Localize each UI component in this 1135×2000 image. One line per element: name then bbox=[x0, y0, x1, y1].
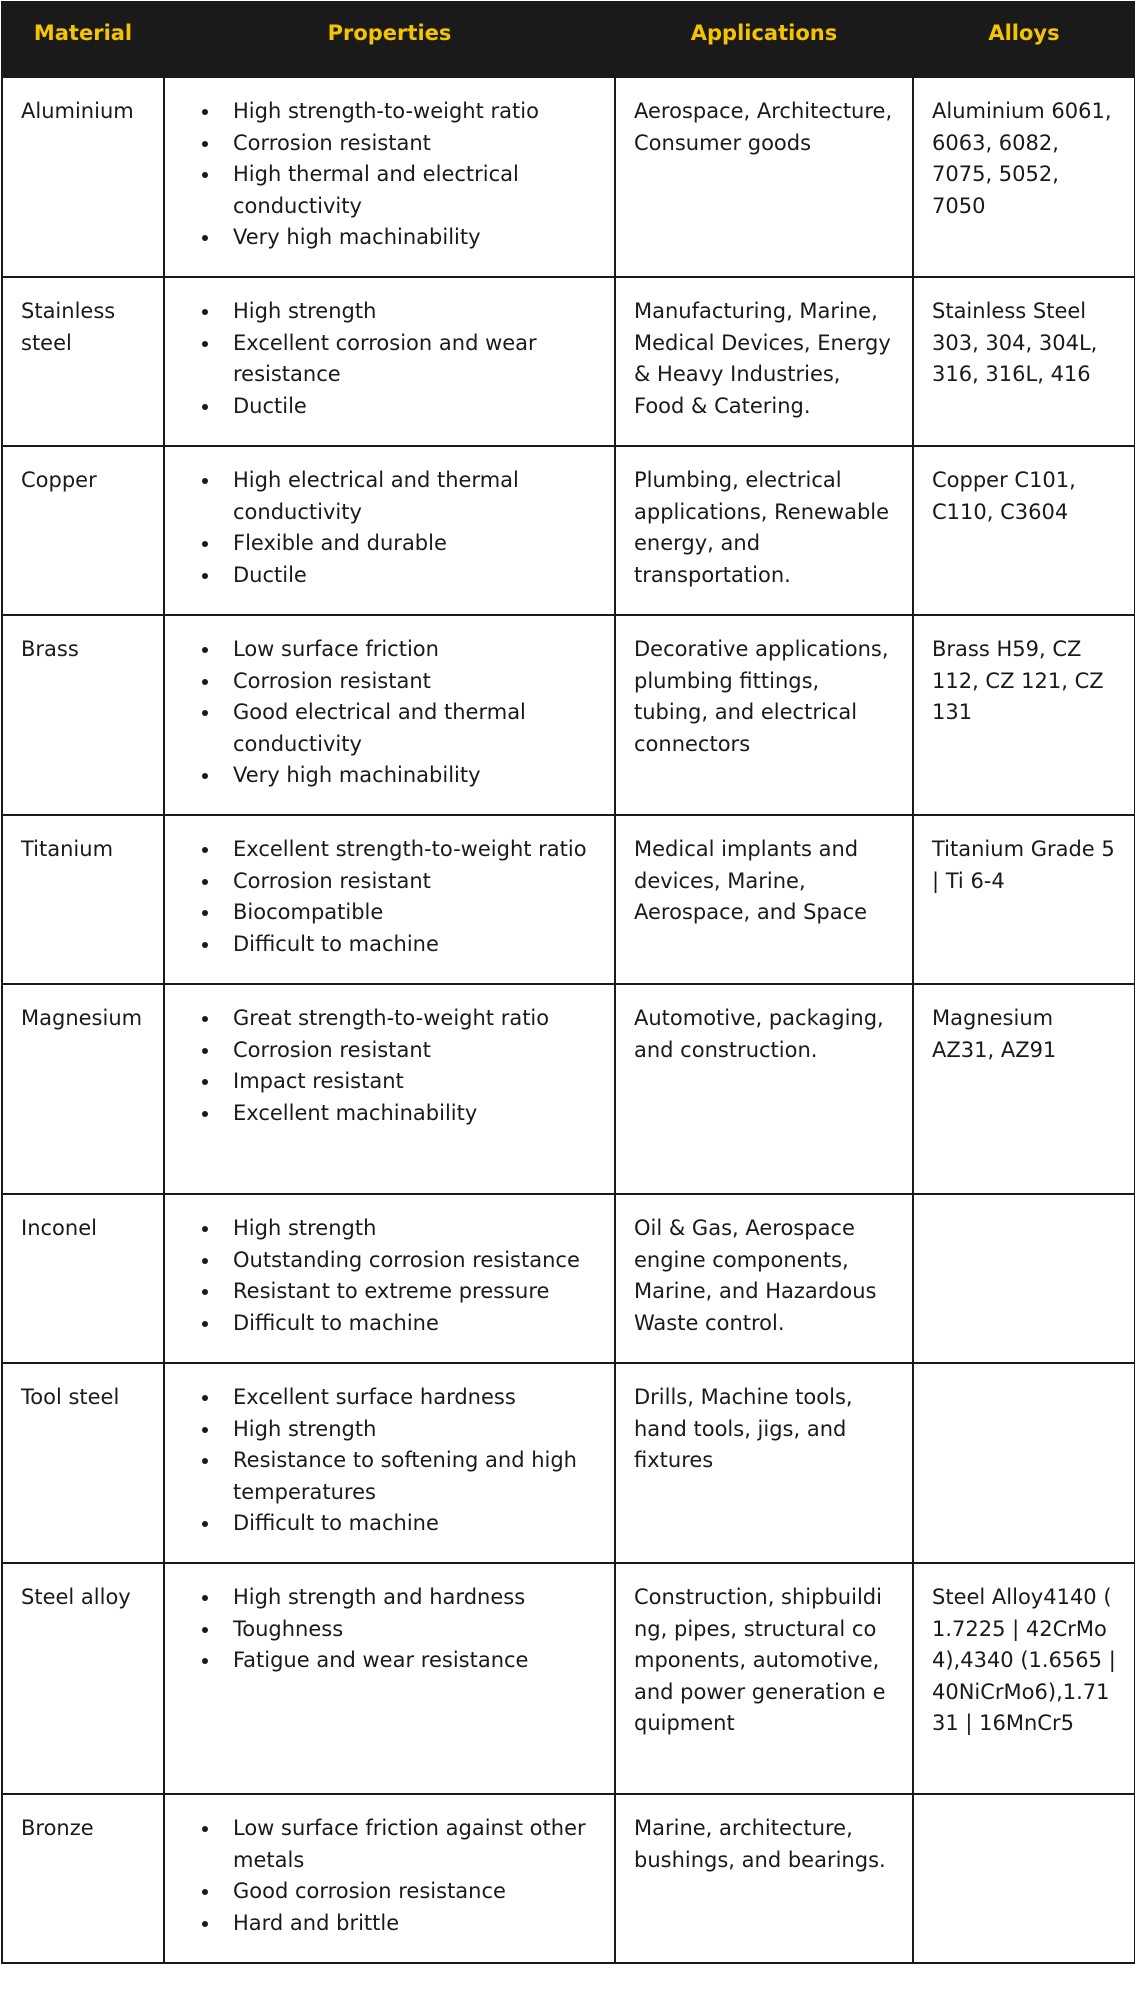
properties-cell bbox=[164, 1363, 615, 1563]
applications-cell: Drills, Machine tools, hand tools, jigs, and fixtures bbox=[615, 1363, 913, 1563]
properties-list bbox=[185, 1813, 596, 1939]
alloys-cell: Brass H59, CZ 112, CZ 121, CZ 131 bbox=[913, 615, 1135, 815]
property-item: • Excellent surface hardness bbox=[221, 1382, 596, 1414]
material-cell: Steel alloy bbox=[2, 1563, 164, 1794]
table-row bbox=[2, 1563, 1135, 1794]
property-item: • Very high machinability bbox=[221, 222, 596, 254]
property-item: • Impact resistant bbox=[221, 1066, 596, 1098]
properties-list bbox=[185, 1582, 596, 1677]
properties-list bbox=[185, 634, 596, 792]
table-row bbox=[2, 1194, 1135, 1363]
alloys-cell bbox=[913, 1794, 1135, 1963]
header-row bbox=[2, 2, 1135, 77]
property-item: • Difficult to machine bbox=[221, 1508, 596, 1540]
table-row bbox=[2, 1794, 1135, 1963]
properties-list bbox=[185, 1382, 596, 1540]
properties-list bbox=[185, 465, 596, 591]
properties-cell bbox=[164, 1194, 615, 1363]
table-row bbox=[2, 815, 1135, 984]
properties-cell bbox=[164, 984, 615, 1194]
property-item: • Ductile bbox=[221, 391, 596, 423]
property-item: • Outstanding corrosion resistance bbox=[221, 1245, 596, 1277]
property-item: • Biocompatible bbox=[221, 897, 596, 929]
table-row bbox=[2, 615, 1135, 815]
material-cell: Titanium bbox=[2, 815, 164, 984]
material-cell: Inconel bbox=[2, 1194, 164, 1363]
property-item: • Good corrosion resistance bbox=[221, 1876, 596, 1908]
property-item: • Fatigue and wear resistance bbox=[221, 1645, 596, 1677]
properties-cell bbox=[164, 277, 615, 446]
header-properties: Properties bbox=[164, 2, 615, 77]
property-item: • Difficult to machine bbox=[221, 929, 596, 961]
property-item: • High strength bbox=[221, 1414, 596, 1446]
property-item: • Difficult to machine bbox=[221, 1308, 596, 1340]
material-cell: Aluminium bbox=[2, 77, 164, 277]
alloys-cell: Copper C101, C110, C3604 bbox=[913, 446, 1135, 615]
alloys-cell: Steel Alloy4140 ( 1.7225 | 42CrMo4),4340 (1.6565 | 40NiCrMo6),1.7131 | 16MnCr5 bbox=[913, 1563, 1135, 1794]
properties-list bbox=[185, 1003, 596, 1129]
header-material: Material bbox=[2, 2, 164, 77]
property-item: • High thermal and electrical conductivity bbox=[221, 159, 596, 222]
property-item: • Great strength-to-weight ratio bbox=[221, 1003, 596, 1035]
properties-list bbox=[185, 1213, 596, 1339]
property-item: • Hard and brittle bbox=[221, 1908, 596, 1940]
applications-cell: Medical implants and devices, Marine, Aerospace, and Space bbox=[615, 815, 913, 984]
property-item: • Excellent corrosion and wear resistance bbox=[221, 328, 596, 391]
applications-cell: Plumbing, electrical applications, Renewable energy, and transportation. bbox=[615, 446, 913, 615]
alloys-cell: Aluminium 6061, 6063, 6082, 7075, 5052, 7050 bbox=[913, 77, 1135, 277]
property-item: • Corrosion resistant bbox=[221, 1035, 596, 1067]
alloys-cell: Magnesium AZ31, AZ91 bbox=[913, 984, 1135, 1194]
property-item: • Ductile bbox=[221, 560, 596, 592]
table-row bbox=[2, 1363, 1135, 1563]
property-item: • High strength bbox=[221, 296, 596, 328]
material-cell: Tool steel bbox=[2, 1363, 164, 1563]
property-item: • Resistant to extreme pressure bbox=[221, 1276, 596, 1308]
property-item: • High electrical and thermal conductivity bbox=[221, 465, 596, 528]
properties-cell bbox=[164, 1794, 615, 1963]
applications-cell: Manufacturing, Marine, Medical Devices, Energy & Heavy Industries, Food & Catering. bbox=[615, 277, 913, 446]
table-row bbox=[2, 984, 1135, 1194]
properties-list bbox=[185, 834, 596, 960]
property-item: • Low surface friction against other metals bbox=[221, 1813, 596, 1876]
property-item: • High strength and hardness bbox=[221, 1582, 596, 1614]
property-item: • Corrosion resistant bbox=[221, 866, 596, 898]
property-item: • Excellent machinability bbox=[221, 1098, 596, 1130]
material-cell: Stainless steel bbox=[2, 277, 164, 446]
property-item: • Resistance to softening and high temperatures bbox=[221, 1445, 596, 1508]
applications-cell: Marine, architecture, bushings, and bearings. bbox=[615, 1794, 913, 1963]
header-applications: Applications bbox=[615, 2, 913, 77]
materials-table bbox=[1, 1, 1135, 1964]
property-item: • High strength bbox=[221, 1213, 596, 1245]
alloys-cell: Stainless Steel 303, 304, 304L, 316, 316L, 416 bbox=[913, 277, 1135, 446]
alloys-cell bbox=[913, 1363, 1135, 1563]
applications-cell: Automotive, packaging, and construction. bbox=[615, 984, 913, 1194]
material-cell: Brass bbox=[2, 615, 164, 815]
properties-cell bbox=[164, 615, 615, 815]
applications-cell: Construction, shipbuilding, pipes, structural components, automotive, and power generation equipment bbox=[615, 1563, 913, 1794]
applications-cell: Oil & Gas, Aerospace engine components, Marine, and Hazardous Waste control. bbox=[615, 1194, 913, 1363]
alloys-cell: Titanium Grade 5 | Ti 6-4 bbox=[913, 815, 1135, 984]
property-item: • High strength-to-weight ratio bbox=[221, 96, 596, 128]
alloys-cell bbox=[913, 1194, 1135, 1363]
property-item: • Corrosion resistant bbox=[221, 128, 596, 160]
applications-cell: Decorative applications, plumbing fittings, tubing, and electrical connectors bbox=[615, 615, 913, 815]
properties-cell bbox=[164, 815, 615, 984]
property-item: • Flexible and durable bbox=[221, 528, 596, 560]
material-cell: Magnesium bbox=[2, 984, 164, 1194]
material-cell: Bronze bbox=[2, 1794, 164, 1963]
properties-list bbox=[185, 296, 596, 422]
property-item: • Excellent strength-to-weight ratio bbox=[221, 834, 596, 866]
properties-cell bbox=[164, 77, 615, 277]
table-row bbox=[2, 446, 1135, 615]
properties-list bbox=[185, 96, 596, 254]
property-item: • Low surface friction bbox=[221, 634, 596, 666]
material-cell: Copper bbox=[2, 446, 164, 615]
properties-cell bbox=[164, 1563, 615, 1794]
property-item: • Very high machinability bbox=[221, 760, 596, 792]
table-row bbox=[2, 77, 1135, 277]
table-row bbox=[2, 277, 1135, 446]
applications-cell: Aerospace, Architecture, Consumer goods bbox=[615, 77, 913, 277]
property-item: • Good electrical and thermal conductivity bbox=[221, 697, 596, 760]
property-item: • Corrosion resistant bbox=[221, 666, 596, 698]
property-item: • Toughness bbox=[221, 1614, 596, 1646]
header-alloys: Alloys bbox=[913, 2, 1135, 77]
properties-cell bbox=[164, 446, 615, 615]
